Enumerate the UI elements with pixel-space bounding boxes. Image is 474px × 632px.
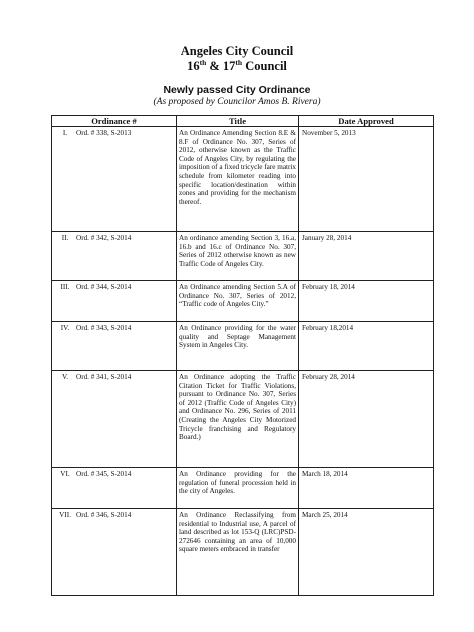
ordinance-title: An Ordinance amending Section 5.A of Ordinance No. 307, Series of 2012, “Traffic code of Angeles City.” [177,281,299,322]
date-approved: November 5, 2013 [299,127,434,232]
ordinance-title: An Ordinance providing for the regulation of funeral procession held in the city of Angeles. [177,468,299,509]
council-word: Council [242,59,287,73]
ordinance-cell [52,281,177,322]
council-number-b: 17 [222,59,236,73]
ordinance-cell [52,127,177,232]
table-row [52,127,434,232]
row-roman-numeral: I. [62,129,68,137]
council-number [0,59,474,74]
date-approved: March 25, 2014 [299,509,434,596]
council-joiner: & [206,59,223,73]
ordinance-number: Ord. # 343, S-2014 [76,324,132,332]
column-header-ordinance: Ordinance # [52,116,177,127]
table-row [52,468,434,509]
ordinance-title: An Ordinance providing for the water quality and Septage Management System in Angeles City. [177,322,299,371]
date-approved: February 18,2014 [299,322,434,371]
date-approved: March 18, 2014 [299,468,434,509]
row-roman-numeral: II. [61,234,69,242]
council-name: Angeles City Council [180,44,294,58]
table-row [52,509,434,596]
table-header-row [52,116,434,127]
date-approved: February 18, 2014 [299,281,434,322]
row-roman-numeral: IV. [60,324,70,332]
council-number-a: 16 [187,59,200,73]
ordinance-cell [52,322,177,371]
table-row [52,281,434,322]
ordinance-number: Ord. # 345, S-2014 [76,470,132,478]
date-approved: January 28, 2014 [299,232,434,281]
ordinance-cell [52,509,177,596]
ordinance-cell [52,232,177,281]
row-roman-numeral: III. [60,283,70,291]
document-heading: Newly passed City Ordinance [163,84,311,96]
ordinal-suffix-a: th [199,57,207,67]
column-header-date: Date Approved [299,116,434,127]
ordinance-number: Ord. # 342, S-2014 [76,234,132,242]
ordinance-title: An ordinance amending Section 3, 16.a, 16.b and 16.c of Ordinance No. 307, Series of 2012 otherwise known as new Traffic Code of Angeles City. [177,232,299,281]
ordinal-suffix-b: th [235,57,243,67]
ordinance-table [51,115,434,596]
proposed-by-line: (As proposed by Councilor Amos B. Rivera) [153,97,321,107]
ordinance-title: An Ordinance Reclassifying from residential to Industrial use, A parcel of land described as lot 153-Q (LRC)PSD-272646 containing an area of 10,000 square meters embraced in transfer [177,509,299,596]
row-roman-numeral: VI. [60,470,70,478]
row-roman-numeral: V. [61,373,69,381]
table-row [52,371,434,468]
row-roman-numeral: VII. [59,511,71,519]
ordinance-number: Ord. # 344, S-2014 [76,283,132,291]
ordinance-number: Ord. # 341, S-2014 [76,373,132,381]
date-approved: February 28, 2014 [299,371,434,468]
ordinance-title: An Ordinance adopting the Traffic Citation Ticket for Traffic Violations, pursuant to Ordinance No. 307, Series of 2012 (Traffic Code of Angeles City) and Ordinance No. 296, Series of 2011 (Creating the Angeles City Motorized Tricycle franchising and Regulatory Board.) [177,371,299,468]
column-header-title: Title [177,116,299,127]
ordinance-cell [52,371,177,468]
table-row [52,322,434,371]
ordinance-title: An Ordinance Amending Section 8.E & 8.F of Ordinance No. 307, Series of 2012, otherwise known as the Traffic Code of Angeles City, by regulating the imposition of a fixed tricycle fare matrix schedule from kilometer reading into specific location/destination within zones and providing for the mechanism thereof. [177,127,299,232]
ordinance-cell [52,468,177,509]
ordinance-number: Ord. # 338, S-2013 [76,129,132,137]
table-row [52,232,434,281]
ordinance-number: Ord. # 346, S-2014 [76,511,132,519]
